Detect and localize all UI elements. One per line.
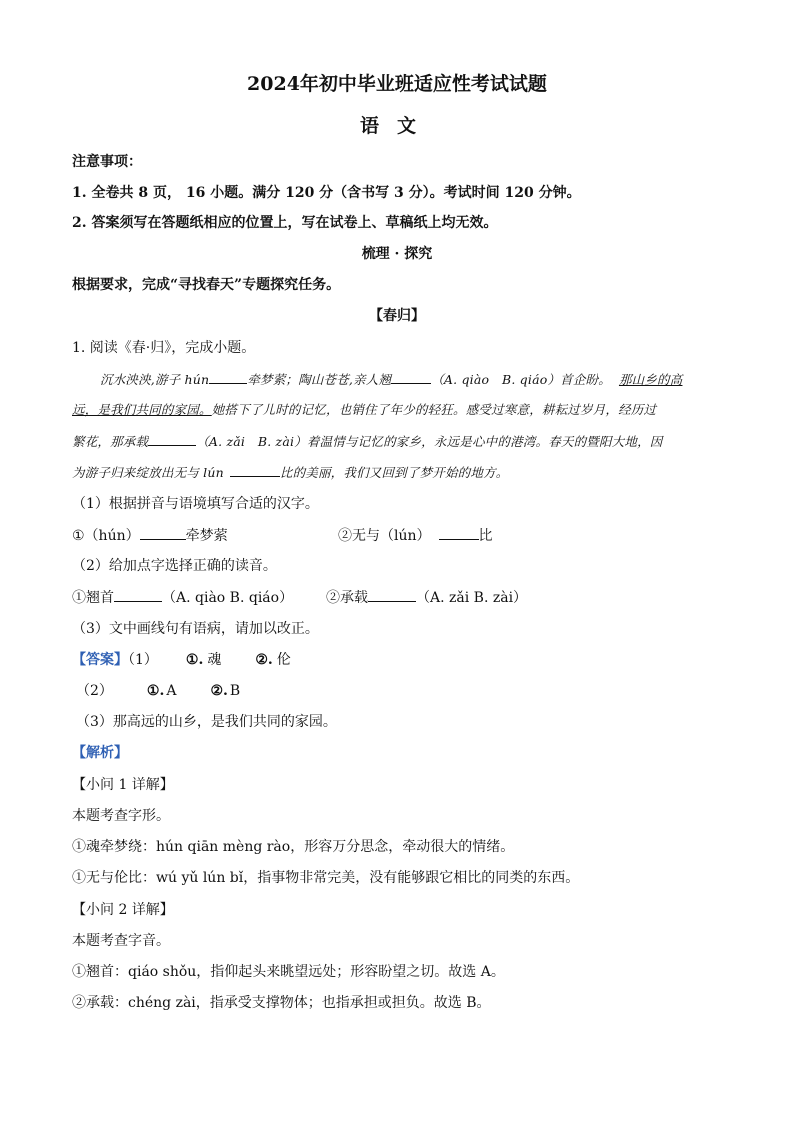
notice-item-1: 1. 全卷共 8 页， 16 小题。满分 120 分（含书写 3 分）。考试时间 120 分钟。: [72, 185, 581, 201]
passage-text: 为游子归来绽放出无与 lún: [72, 465, 224, 480]
answer-value: B: [229, 683, 241, 699]
item-label: ①翘首: [72, 590, 114, 606]
answer-mark: ②.: [210, 683, 228, 699]
subquestion-3: （3）文中画线句有语病，请加以改正。: [72, 621, 319, 637]
answer-number: （1）: [128, 652, 158, 668]
passage-line-2: [72, 401, 656, 419]
underlined-sentence: 那山乡的高: [618, 372, 683, 387]
passage-line-3: [72, 432, 662, 451]
answer-mark: ①.: [185, 652, 204, 668]
page-title: 2024年初中毕业班适应性考试试题: [247, 73, 547, 95]
passage-text: 牵梦萦；陶山苍苍,亲人翘: [247, 372, 392, 387]
analysis-q1-line-2: ①无与伦比：wú yǔ lún bǐ，指事物非常完美，没有能够跟它相比的同类的东西。: [72, 870, 580, 886]
analysis-q2-intro: 本题考查字音。: [72, 933, 170, 949]
answer-line-2: [76, 682, 240, 700]
subquestion-2: （2）给加点字选择正确的读音。: [72, 558, 277, 574]
subquestion-1: （1）根据拼音与语境填写合适的汉字。: [72, 496, 319, 512]
section-heading: 梳理 · 探究: [361, 246, 433, 262]
answer-line-3: （3）那高远的山乡，是我们共同的家园。: [76, 714, 337, 730]
answer-blank: [230, 463, 280, 477]
underlined-sentence: 远，是我们共同的家园。: [72, 402, 212, 417]
subject-title: 语文: [359, 115, 434, 137]
answer-blank: [439, 526, 479, 540]
answer-blank: [368, 588, 416, 602]
subquestion-2-item-a: [72, 588, 293, 607]
passage-text: 比的美丽，我们又回到了梦开始的地方。: [279, 465, 509, 480]
subquestion-1-item-b: [338, 526, 493, 545]
item-text: （A. zǎi B. zài）: [416, 590, 528, 606]
analysis-q1-heading: 【小问 1 详解】: [72, 777, 174, 793]
answer-blank: [114, 588, 162, 602]
passage-text: （A. zǎi B. zài）着温情与记忆的家乡，永远是心中的港湾。春天的暨阳大地，因: [196, 434, 663, 449]
passage-text: 她搭下了儿时的记忆，也销住了年少的轻狂。感受过寒意，耕耘过岁月，经历过: [211, 402, 657, 417]
item-label: ①（hún）: [72, 528, 140, 544]
answer-blank: [140, 526, 186, 540]
item-text: 比: [478, 528, 493, 544]
passage-text: （A. qiào B. qiáo）首企盼。: [431, 372, 611, 387]
answer-line-1: [72, 651, 291, 669]
subquestion-1-item-a: [72, 526, 228, 545]
answer-value: A: [166, 683, 177, 699]
item-label: ②承载: [326, 590, 368, 606]
passage-text: 沉水泱泱,游子 hún: [100, 372, 210, 387]
answer-blank: [209, 370, 247, 384]
question-1-prompt: 1. 阅读《春·归》，完成小题。: [72, 340, 256, 356]
analysis-q2-line-1: ①翘首：qiáo shǒu，指仰起头来眺望远处；形容盼望之切。故选 A。: [72, 964, 505, 980]
answer-value: 伦: [276, 652, 291, 668]
item-text: 牵梦萦: [185, 528, 228, 544]
notice-item-2: 2. 答案须写在答题纸相应的位置上，写在试卷上、草稿纸上均无效。: [72, 215, 498, 231]
passage-line-1: [100, 370, 682, 389]
subquestion-2-item-b: [326, 588, 527, 607]
section-instruction: 根据要求，完成“寻找春天”专题探究任务。: [72, 277, 341, 293]
item-label: ②无与（lún）: [338, 528, 431, 544]
answer-label: 【答案】: [72, 652, 128, 668]
analysis-q1-intro: 本题考查字形。: [72, 808, 170, 824]
answer-value: 魂: [207, 652, 222, 668]
answer-blank: [148, 432, 196, 446]
answer-mark: ①.: [146, 683, 165, 699]
analysis-q1-line-1: ①魂牵梦绕：hún qiān mèng rào，形容万分思念，牵动很大的情绪。: [72, 839, 515, 855]
item-text: （A. qiào B. qiáo）: [162, 590, 294, 606]
analysis-q2-line-2: ②承载：chéng zài，指承受支撑物体；也指承担或担负。故选 B。: [72, 995, 491, 1011]
analysis-label: 【解析】: [72, 745, 128, 761]
subsection-heading: 【春归】: [369, 308, 425, 324]
passage-line-4: [72, 463, 508, 482]
analysis-q2-heading: 【小问 2 详解】: [72, 902, 174, 918]
answer-mark: ②.: [255, 652, 273, 668]
answer-number: （2）: [76, 683, 113, 699]
notice-heading: 注意事项：: [72, 154, 142, 170]
passage-text: 繁花，那承载: [72, 434, 149, 449]
answer-blank: [391, 370, 431, 384]
